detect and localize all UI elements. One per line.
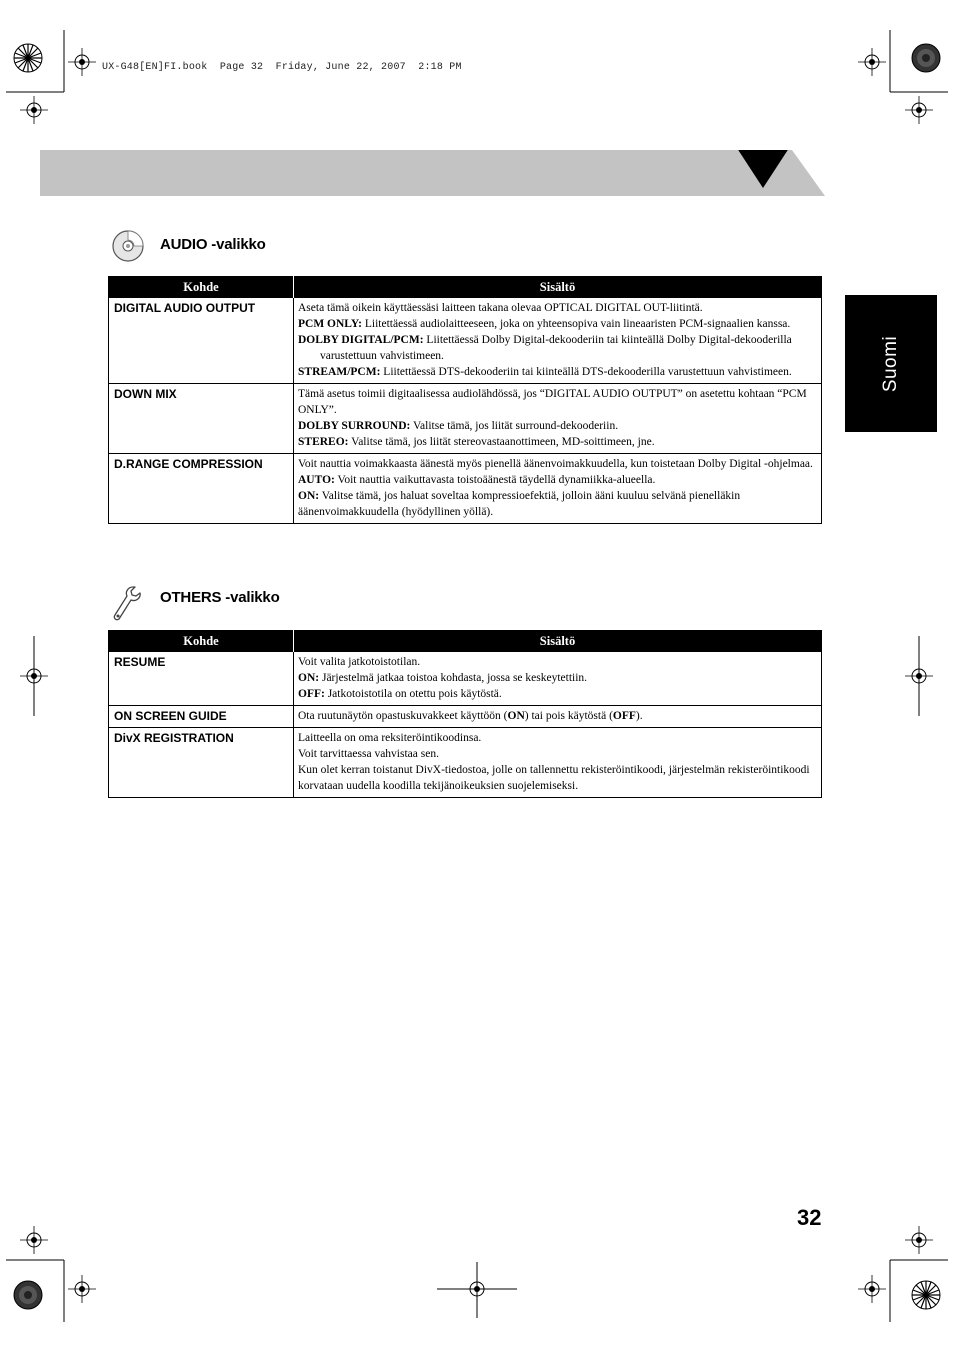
option-text: Valitse tämä, jos liität surround-dekooderiin. (410, 420, 619, 432)
description-line (298, 762, 817, 794)
column-header-kohde: Kohde (109, 277, 294, 298)
menu-item-description (294, 298, 822, 384)
table-row (109, 728, 822, 798)
menu-item-description (294, 652, 822, 706)
description-line (298, 386, 817, 418)
table-row (109, 298, 822, 384)
header-banner (40, 150, 825, 196)
table-row (109, 454, 822, 524)
menu-item-name: DivX REGISTRATION (109, 728, 294, 798)
option-label: STREAM/PCM: (298, 366, 381, 378)
option-text: Jatkotoistotila on otettu pois käytöstä. (324, 688, 502, 700)
wrench-icon (111, 584, 143, 624)
option-text: Aseta tämä oikein käyttäessäsi laitteen takana olevaa OPTICAL DIGITAL OUT-liitintä. (298, 302, 703, 314)
option-text: Kun olet kerran toistanut DivX-tiedostoa, jolle on tallennettu rekisteröintikoodi, järjestelmän rekisteröintikoodi korvataan uudella koodilla tekijänoikeuksien suojelemiseksi. (298, 764, 810, 792)
option-text: Järjestelmä jatkaa toistoa kohdasta, jossa se keskeytettiin. (319, 672, 588, 684)
option-text: Valitse tämä, jos liität stereovastaanottimeen, MD-soittimeen, jne. (348, 436, 655, 448)
table-row (109, 652, 822, 706)
description-line (298, 456, 817, 472)
option-label: DOLBY SURROUND: (298, 420, 411, 432)
menu-item-name: DOWN MIX (109, 384, 294, 454)
description-line (298, 418, 817, 434)
description-line (298, 708, 817, 724)
menu-item-description (294, 384, 822, 454)
menu-item-description (294, 454, 822, 524)
description-line (298, 746, 817, 762)
option-label: OFF (612, 710, 636, 722)
description-line (298, 686, 817, 702)
description-line (298, 316, 817, 332)
table-row (109, 706, 822, 728)
option-label: ON: (298, 672, 320, 684)
audio-menu-table (108, 276, 822, 524)
option-label: OFF: (298, 688, 325, 700)
menu-item-description (294, 728, 822, 798)
description-line (298, 670, 817, 686)
option-text: Liitettäessä DTS-dekooderiin tai kiinteällä DTS-dekooderilla varustettuun vahvistimeen. (380, 366, 792, 378)
option-text: Liitettäessä audiolaitteeseen, joka on yhteensopiva vain lineaaristen PCM-signaalien kanssa. (362, 318, 791, 330)
option-text: ). (635, 710, 643, 722)
option-label: STEREO: (298, 436, 349, 448)
book-header: UX-G48[EN]FI.book Page 32 Friday, June 22, 2007 2:18 PM (102, 62, 462, 73)
disc-icon (111, 229, 145, 263)
option-label: DOLBY DIGITAL/PCM: (298, 334, 424, 346)
option-text: Liitettäessä Dolby Digital-dekooderiin tai kiinteällä Dolby Digital-dekooderilla varustettuun vahvistimeen. (320, 334, 792, 362)
option-text: Voit nauttia vaikuttavasta toistoäänestä täydellä dynamiikka-alueella. (334, 474, 656, 486)
column-header-sisalto: Sisältö (294, 631, 822, 652)
menu-item-name: DIGITAL AUDIO OUTPUT (109, 298, 294, 384)
description-line (298, 434, 817, 450)
menu-item-name: RESUME (109, 652, 294, 706)
table-row (109, 384, 822, 454)
option-label: PCM ONLY: (298, 318, 363, 330)
option-text: Voit valita jatkotoistotilan. (298, 656, 421, 668)
side-tab-label: Suomi (879, 335, 901, 392)
menu-item-name: D.RANGE COMPRESSION (109, 454, 294, 524)
option-label: ON: (298, 490, 320, 502)
option-text: Voit nauttia voimakkaasta äänestä myös pienellä äänenvoimakkuudella, kun toistetaan Dolby Digital -ohjelmaa. (298, 458, 813, 470)
page-number: 32 (797, 1205, 822, 1230)
language-side-tab (845, 295, 937, 432)
option-label: AUTO: (298, 474, 335, 486)
option-text: Ota ruutunäytön opastuskuvakkeet käyttöön ( (298, 710, 508, 722)
column-header-kohde: Kohde (109, 631, 294, 652)
description-line (298, 300, 817, 316)
description-line (298, 364, 817, 380)
menu-item-name: ON SCREEN GUIDE (109, 706, 294, 728)
column-header-sisalto: Sisältö (294, 277, 822, 298)
option-text: Laitteella on oma reksiteröintikoodinsa. (298, 732, 482, 744)
audio-section-title: AUDIO -valikko (160, 236, 266, 253)
description-line (298, 332, 817, 364)
menu-item-description (294, 706, 822, 728)
others-menu-table (108, 630, 822, 798)
option-label: ON (507, 710, 525, 722)
description-line (298, 654, 817, 670)
option-text: ) tai pois käytöstä ( (524, 710, 613, 722)
option-text: Voit tarvittaessa vahvistaa sen. (298, 748, 439, 760)
description-line (298, 730, 817, 746)
option-text: Tämä asetus toimii digitaalisessa audiolähdössä, jos “DIGITAL AUDIO OUTPUT” on asetettu kohtaan “PCM ONLY”. (298, 388, 807, 416)
option-text: Valitse tämä, jos haluat soveltaa kompressioefektiä, jolloin ääni kuuluu selvänä pienelläkin äänenvoimakkuudella (hyödyllinen yöllä). (298, 490, 741, 518)
others-section-title: OTHERS -valikko (160, 589, 280, 606)
description-line (298, 488, 817, 520)
description-line (298, 472, 817, 488)
